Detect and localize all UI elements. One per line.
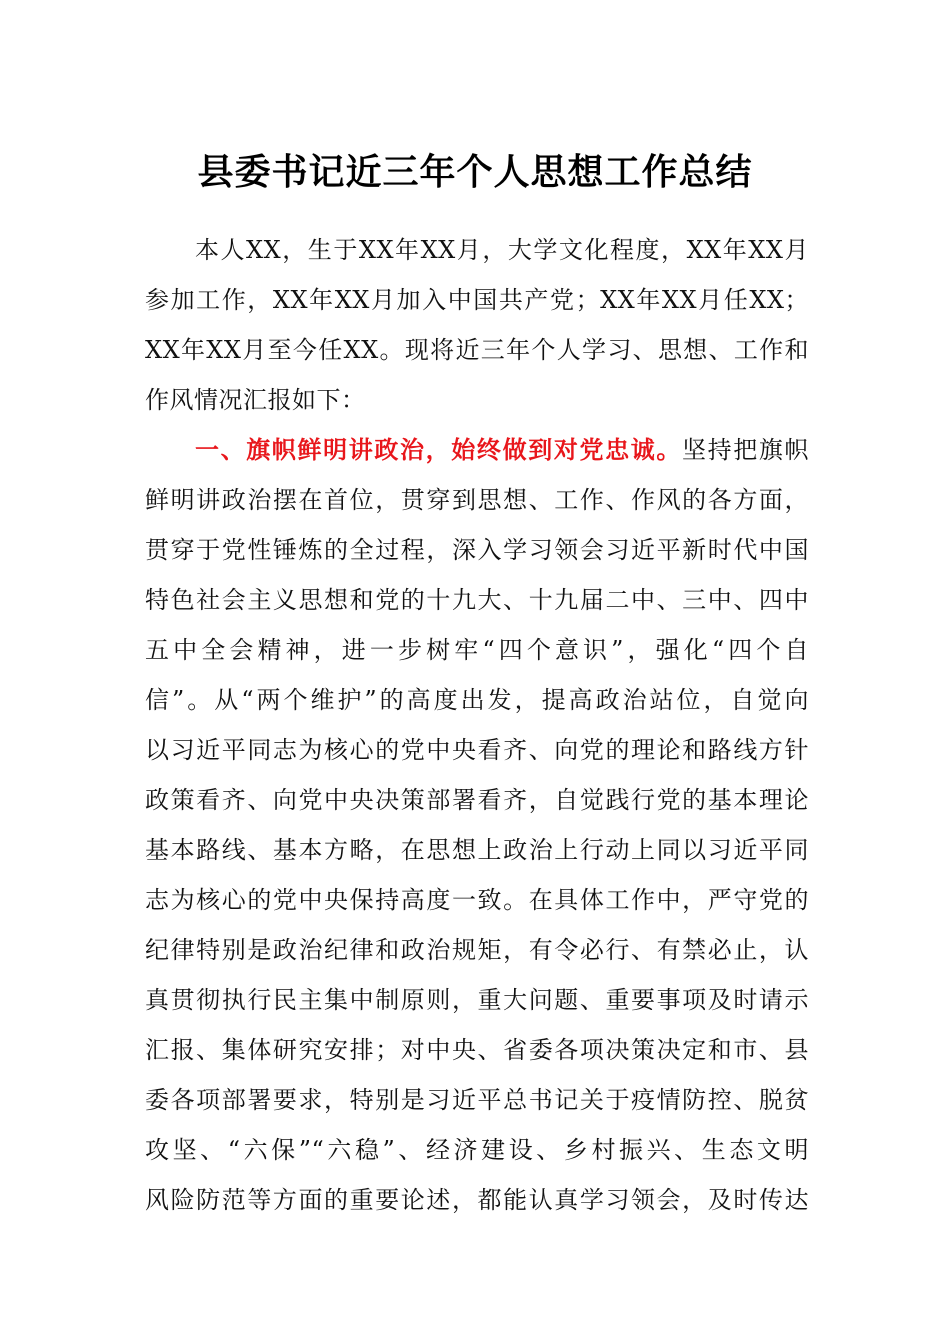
paragraph-line: 作风情况汇报如下：	[145, 386, 366, 414]
paragraph-line: 本人XX，生于XX年XX月，大学文化程度，XX年XX月	[195, 236, 809, 264]
paragraph-line: 参加工作，XX年XX月加入中国共产党；XX年XX月任XX；	[145, 286, 809, 314]
section-line: 纪律特别是政治纪律和政治规矩，有令必行、有禁必止，认	[145, 936, 809, 964]
section-line: 信”。从“两个维护”的高度出发，提高政治站位，自觉向	[145, 686, 809, 714]
section-line: 贯穿于党性锤炼的全过程，深入学习领会习近平新时代中国	[145, 536, 809, 564]
section-line: 政策看齐、向党中央决策部署看齐，自觉践行党的基本理论	[145, 786, 809, 814]
section-line: 委各项部署要求，特别是习近平总书记关于疫情防控、脱贫	[145, 1086, 809, 1114]
section-first-line-rest: 坚持把旗帜	[681, 436, 810, 464]
section-line: 特色社会主义思想和党的十九大、十九届二中、三中、四中	[145, 586, 809, 614]
document-title: 县委书记近三年个人思想工作总结	[197, 151, 753, 193]
section-first-line	[145, 425, 809, 475]
section-line: 攻坚、“六保”“六稳”、经济建设、乡村振兴、生态文明	[145, 1136, 809, 1164]
section-line: 志为核心的党中央保持高度一致。在具体工作中，严守党的	[145, 886, 809, 914]
section-line: 以习近平同志为核心的党中央看齐、向党的理论和路线方针	[145, 736, 809, 764]
section-line: 基本路线、基本方略，在思想上政治上行动上同以习近平同	[145, 836, 809, 864]
section-line: 五中全会精神，进一步树牢“四个意识”，强化“四个自	[145, 636, 809, 664]
section-line: 鲜明讲政治摆在首位，贯穿到思想、工作、作风的各方面，	[145, 486, 809, 514]
section-line: 风险防范等方面的重要论述，都能认真学习领会，及时传达	[145, 1186, 809, 1214]
section-line: 汇报、集体研究安排；对中央、省委各项决策决定和市、县	[145, 1036, 809, 1064]
section-line: 真贯彻执行民主集中制原则，重大问题、重要事项及时请示	[145, 986, 809, 1014]
document-body	[145, 225, 809, 1225]
paragraph-line: XX年XX月至今任XX。现将近三年个人学习、思想、工作和	[145, 336, 809, 364]
section-heading: 一、旗帜鲜明讲政治，始终做到对党忠诚。	[195, 435, 682, 464]
